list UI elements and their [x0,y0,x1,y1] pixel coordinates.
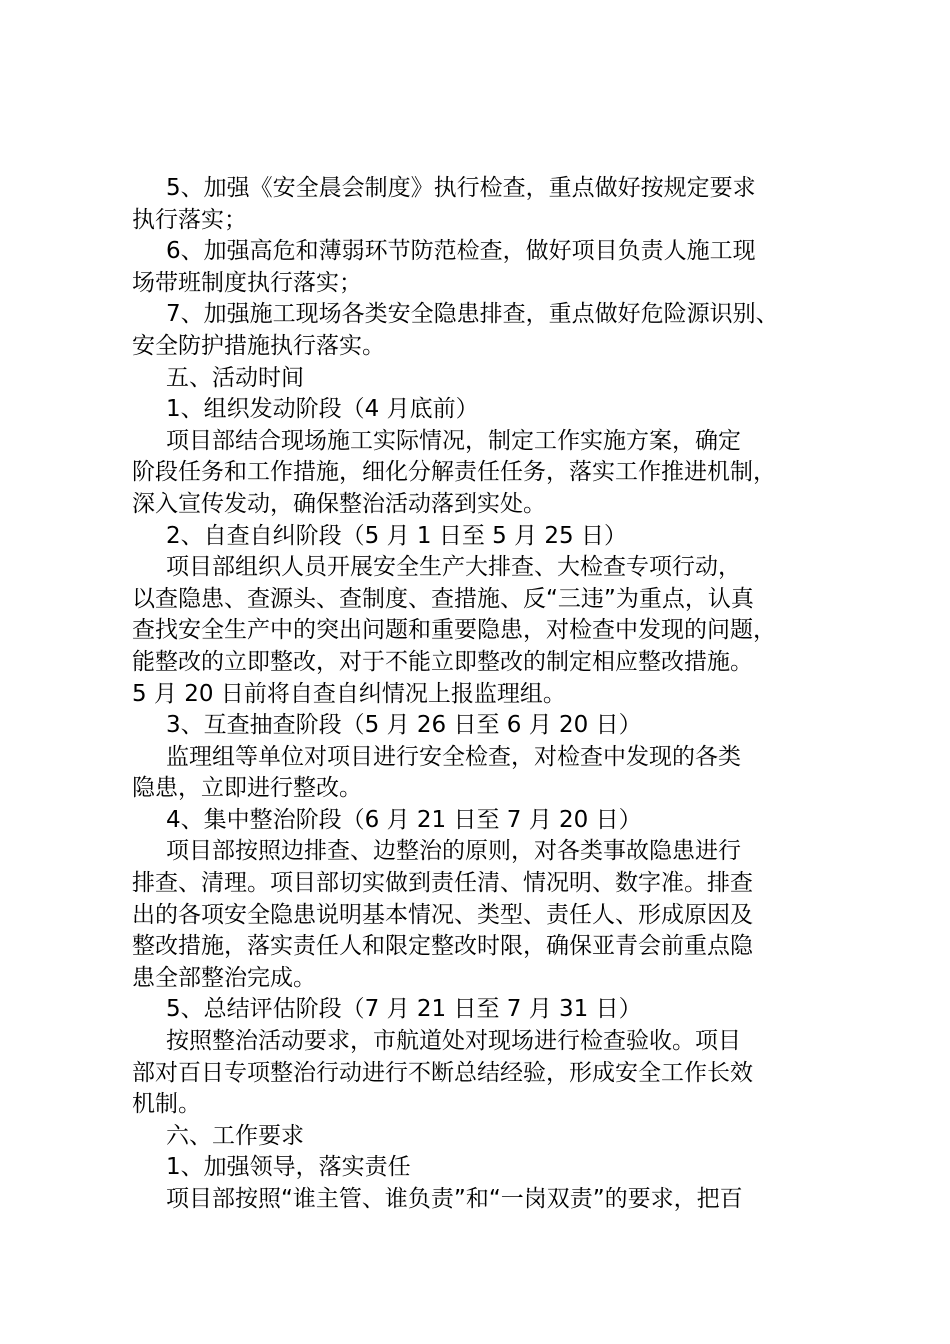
text-line: 深入宣传发动，确保整治活动落到实处。 [132,490,546,517]
text-line: 1、组织发动阶段（4 月底前） [166,396,479,423]
text-line: 7、加强施工现场各类安全隐患排查，重点做好危险源识别、 [166,301,779,328]
text-line: 整改措施，落实责任人和限定整改时限，确保亚青会前重点隐 [132,933,753,960]
text-line: 以查隐患、查源头、查制度、查措施、反“三违”为重点，认真 [132,585,754,612]
text-line: 六、工作要求 [166,1122,304,1149]
text-line: 部对百日专项整治行动进行不断总结经验，形成安全工作长效 [132,1059,753,1086]
text-line: 排查、清理。项目部切实做到责任清、情况明、数字准。排查 [132,870,753,897]
text-line: 项目部组织人员开展安全生产大排查、大检查专项行动， [166,554,741,581]
document-body [132,173,844,1216]
text-line: 场带班制度执行落实； [132,269,362,296]
text-line: 项目部按照“谁主管、谁负责”和“一岗双责”的要求，把百 [166,1186,743,1212]
text-line: 2、自查自纠阶段（5 月 1 日至 5 月 25 日） [166,522,627,549]
text-line: 阶段任务和工作措施，细化分解责任任务，落实工作推进机制， [132,459,776,486]
text-line: 项目部按照边排查、边整治的原则，对各类事故隐患进行 [166,838,741,865]
text-line: 4、集中整治阶段（6 月 21 日至 7 月 20 日） [166,806,642,833]
text-line: 安全防护措施执行落实。 [132,332,385,359]
text-line: 机制。 [132,1091,201,1118]
text-line: 监理组等单位对项目进行安全检查，对检查中发现的各类 [166,743,741,770]
text-line: 6、加强高危和薄弱环节防范检查，做好项目负责人施工现 [166,238,756,265]
text-line: 1、加强领导，落实责任 [166,1154,411,1181]
text-line: 5、总结评估阶段（7 月 21 日至 7 月 31 日） [166,996,642,1023]
text-line: 隐患，立即进行整改。 [132,775,362,802]
text-line: 3、互查抽查阶段（5 月 26 日至 6 月 20 日） [166,712,642,739]
text-line: 执行落实； [132,206,247,233]
text-line: 五、活动时间 [166,364,304,391]
text-line: 患全部整治完成。 [132,964,316,991]
text-line: 出的各项安全隐患说明基本情况、类型、责任人、形成原因及 [132,901,753,928]
text-line: 5 月 20 日前将自查自纠情况上报监理组。 [132,680,566,707]
text-line: 能整改的立即整改，对于不能立即整改的制定相应整改措施。 [132,648,753,675]
text-line: 5、加强《安全晨会制度》执行检查，重点做好按规定要求 [166,175,756,201]
text-line: 查找安全生产中的突出问题和重要隐患，对检查中发现的问题， [132,617,776,644]
text-line: 按照整治活动要求，市航道处对现场进行检查验收。项目 [166,1028,741,1055]
text-line: 项目部结合现场施工实际情况，制定工作实施方案，确定 [166,427,741,454]
